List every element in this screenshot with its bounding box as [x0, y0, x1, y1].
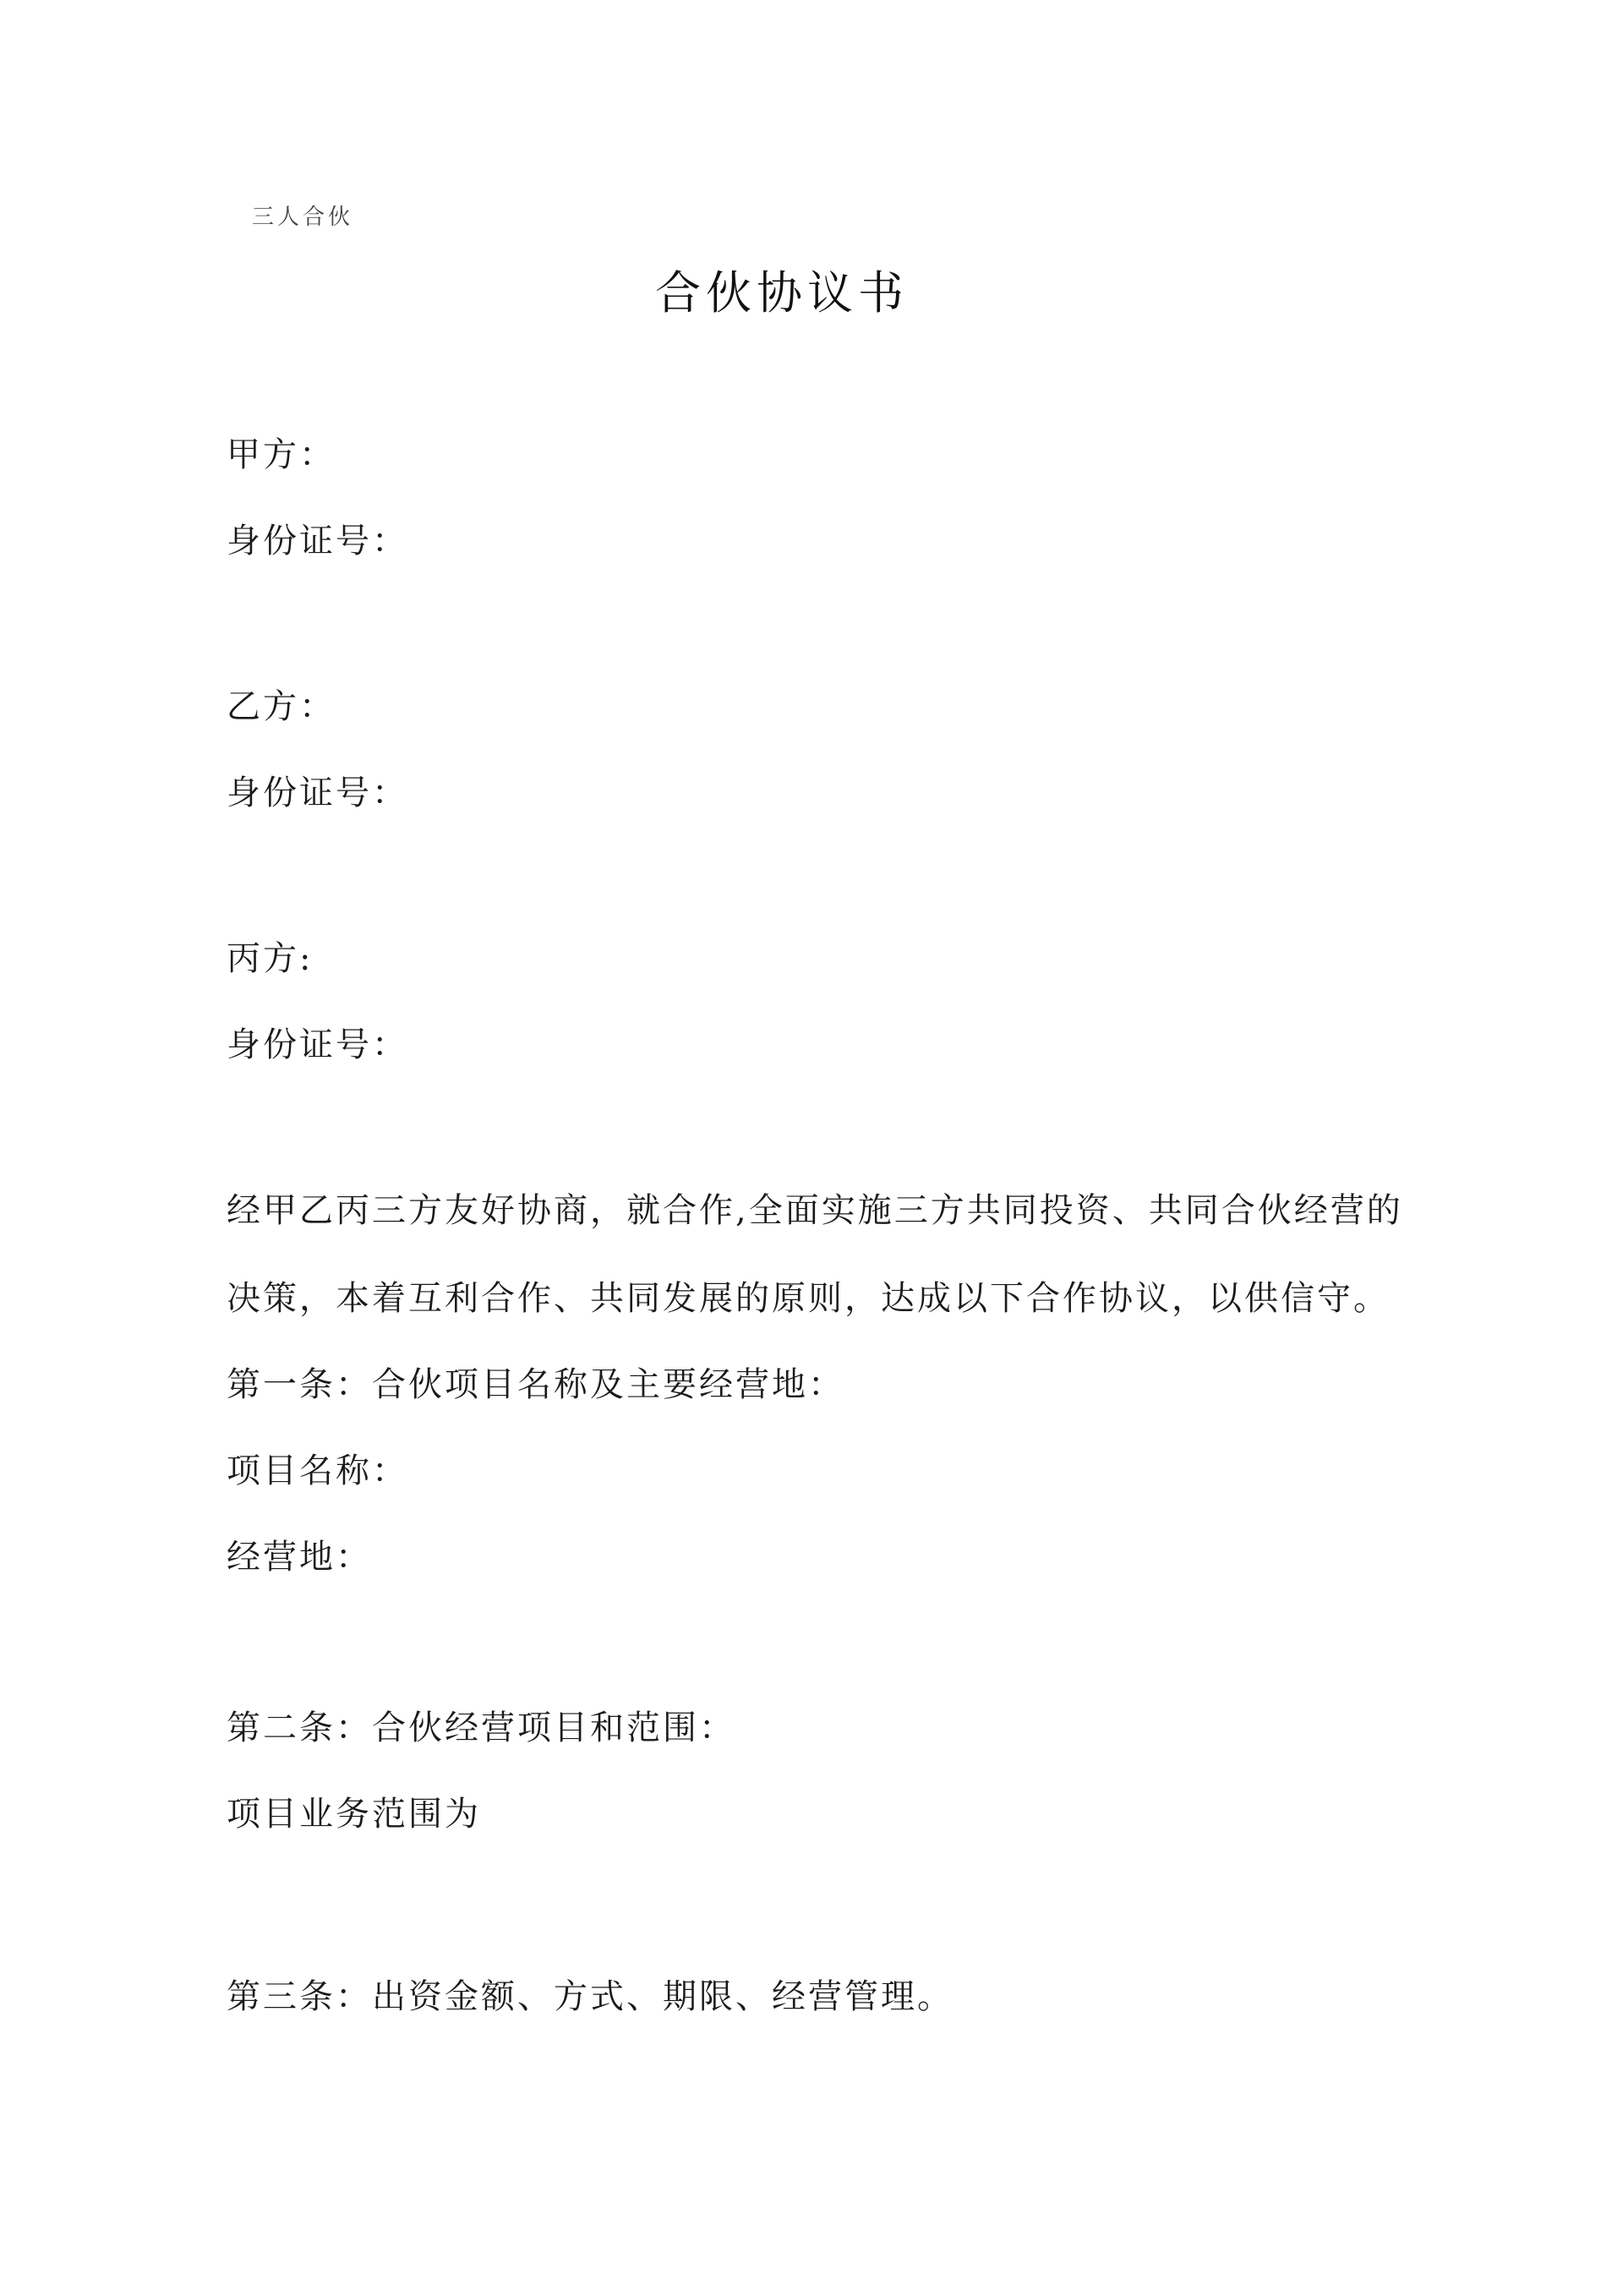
- business-scope-text: 项目业务范围为: [227, 1795, 481, 1834]
- page-header: 三人合伙: [252, 205, 354, 230]
- party-a-label: 甲方：: [227, 435, 336, 474]
- party-b-id-label: 身份证号：: [227, 774, 408, 812]
- location-label: 经营地：: [227, 1538, 372, 1577]
- intro-paragraph-line-2: 决策，本着互利合作、共同发展的原则，达成以下合作协议，以供信守。: [227, 1279, 1390, 1318]
- intro-paragraph-line-1: 经甲乙丙三方友好协商，就合作,全面实施三方共同投资、共同合伙经营的: [227, 1191, 1403, 1230]
- article-2-heading: 第二条：合伙经营项目和范围：: [227, 1708, 735, 1747]
- article-3-heading: 第三条：出资金额、方式、期限、经营管理。: [227, 1977, 954, 2016]
- project-name-label: 项目名称：: [227, 1451, 408, 1490]
- party-a-id-label: 身份证号：: [227, 522, 408, 560]
- party-c-id-label: 身份证号：: [227, 1025, 408, 1064]
- party-b-label: 乙方：: [227, 687, 336, 726]
- article-1-heading: 第一条：合伙项目名称及主要经营地：: [227, 1365, 844, 1404]
- document-title: 合伙协议书: [655, 266, 909, 320]
- party-c-label: 丙方:: [227, 939, 314, 978]
